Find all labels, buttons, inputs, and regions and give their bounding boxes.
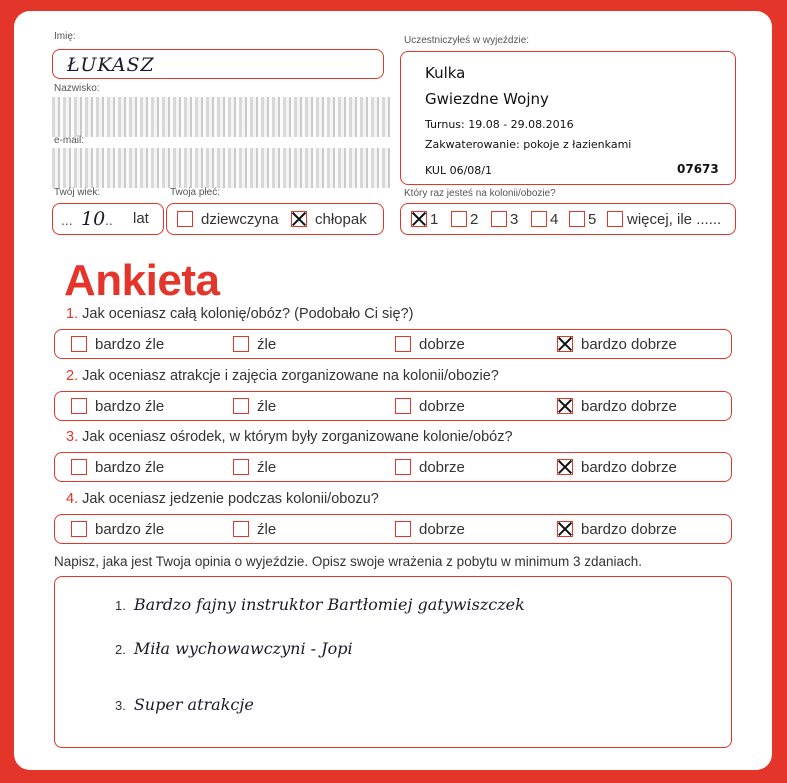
gender-option-female[interactable]: dziewczyna — [177, 204, 279, 234]
age-field[interactable]: ... 10 .. lat — [52, 203, 164, 235]
times-option-2[interactable]: 2 — [451, 204, 478, 234]
checkbox[interactable] — [569, 211, 585, 227]
checkbox-checked[interactable] — [291, 211, 307, 227]
times-option-5[interactable]: 5 — [569, 204, 596, 234]
q2-option-good[interactable]: dobrze — [395, 392, 465, 420]
checkbox[interactable] — [71, 336, 87, 352]
gender-option-male[interactable]: chłopak — [291, 204, 367, 234]
trip-zakwaterowanie: Zakwaterowanie: pokoje z łazienkami — [425, 138, 632, 151]
checkbox[interactable] — [491, 211, 507, 227]
q3-option-good[interactable]: dobrze — [395, 453, 465, 481]
gender-field — [166, 203, 384, 235]
question-3: 3. Jak oceniasz ośrodek, w którym były zorganizowane kolonie/obóz? — [66, 429, 513, 445]
trip-code: KUL 06/08/1 — [425, 164, 492, 177]
checkbox[interactable] — [177, 211, 193, 227]
checkbox[interactable] — [395, 521, 411, 537]
q2-option-very-good[interactable]: bardzo dobrze — [557, 392, 677, 420]
name-field[interactable] — [52, 49, 384, 79]
checkbox-checked[interactable] — [557, 398, 573, 414]
question-1: 1. Jak oceniasz całą kolonię/obóz? (Podobało Ci się?) — [66, 306, 414, 322]
trip-label: Uczestniczyłeś w wyjeździe: — [404, 35, 530, 46]
q4-option-good[interactable]: dobrze — [395, 515, 465, 543]
times-field — [400, 203, 736, 235]
checkbox[interactable] — [71, 398, 87, 414]
times-option-1[interactable]: 1 — [411, 204, 438, 234]
q2-option-bad[interactable]: źle — [233, 392, 276, 420]
q4-option-bad[interactable]: źle — [233, 515, 276, 543]
question-4-options — [54, 514, 732, 544]
trip-line2: Gwiezdne Wojny — [425, 90, 549, 108]
opinion-answer-2: 2. Miła wychowawczyni - Jopi — [115, 639, 353, 658]
times-option-more[interactable]: więcej, ile ...... — [607, 204, 721, 234]
checkbox-checked[interactable] — [411, 211, 427, 227]
age-unit: lat — [133, 210, 149, 227]
times-option-3[interactable]: 3 — [491, 204, 518, 234]
q3-option-very-bad[interactable]: bardzo źle — [71, 453, 164, 481]
checkbox[interactable] — [233, 398, 249, 414]
trip-card — [400, 51, 736, 185]
opinion-prompt: Napisz, jaka jest Twoja opinia o wyjeździe. Opisz swoje wrażenia z pobytu w minimum 3 zdaniach. — [54, 554, 643, 569]
checkbox-checked[interactable] — [557, 336, 573, 352]
checkbox[interactable] — [233, 459, 249, 475]
trip-turnus: Turnus: 19.08 - 29.08.2016 — [425, 118, 574, 131]
checkbox[interactable] — [71, 459, 87, 475]
q4-option-very-good[interactable]: bardzo dobrze — [557, 515, 677, 543]
opinion-answer-1: 1. Bardzo fajny instruktor Bartłomiej gatywiszczek — [115, 595, 525, 614]
question-1-options — [54, 329, 732, 359]
age-value: 10 — [81, 208, 106, 230]
trip-number: 07673 — [677, 162, 719, 176]
checkbox[interactable] — [395, 398, 411, 414]
checkbox[interactable] — [451, 211, 467, 227]
opinion-field[interactable] — [54, 576, 732, 748]
checkbox-checked[interactable] — [557, 459, 573, 475]
q4-option-very-bad[interactable]: bardzo źle — [71, 515, 164, 543]
q1-option-very-good[interactable]: bardzo dobrze — [557, 330, 677, 358]
trip-line1: Kulka — [425, 64, 466, 82]
q3-option-bad[interactable]: źle — [233, 453, 276, 481]
q3-option-very-good[interactable]: bardzo dobrze — [557, 453, 677, 481]
q1-option-bad[interactable]: źle — [233, 330, 276, 358]
email-redacted — [52, 148, 390, 188]
question-2-options — [54, 391, 732, 421]
checkbox[interactable] — [531, 211, 547, 227]
opinion-answer-3: 3. Super atrakcje — [115, 695, 254, 714]
q1-option-good[interactable]: dobrze — [395, 330, 465, 358]
surname-redacted — [52, 97, 390, 137]
times-option-4[interactable]: 4 — [531, 204, 558, 234]
survey-title: Ankieta — [64, 256, 220, 305]
email-label: e-mail: — [54, 135, 85, 146]
checkbox-checked[interactable] — [557, 521, 573, 537]
question-2: 2. Jak oceniasz atrakcje i zajęcia zorganizowane na kolonii/obozie? — [66, 368, 499, 384]
gender-label: Twoja płeć: — [170, 187, 221, 198]
survey-sheet — [14, 11, 772, 770]
question-3-options — [54, 452, 732, 482]
checkbox[interactable] — [71, 521, 87, 537]
times-label: Który raz jesteś na kolonii/obozie? — [404, 188, 556, 199]
name-value: ŁUKASZ — [67, 54, 155, 76]
age-label: Twój wiek: — [54, 187, 101, 198]
checkbox[interactable] — [395, 459, 411, 475]
question-4: 4. Jak oceniasz jedzenie podczas kolonii/obozu? — [66, 491, 379, 507]
checkbox[interactable] — [233, 521, 249, 537]
q2-option-very-bad[interactable]: bardzo źle — [71, 392, 164, 420]
name-label: Imię: — [54, 31, 76, 42]
checkbox[interactable] — [607, 211, 623, 227]
checkbox[interactable] — [395, 336, 411, 352]
surname-label: Nazwisko: — [54, 83, 100, 94]
q1-option-very-bad[interactable]: bardzo źle — [71, 330, 164, 358]
checkbox[interactable] — [233, 336, 249, 352]
